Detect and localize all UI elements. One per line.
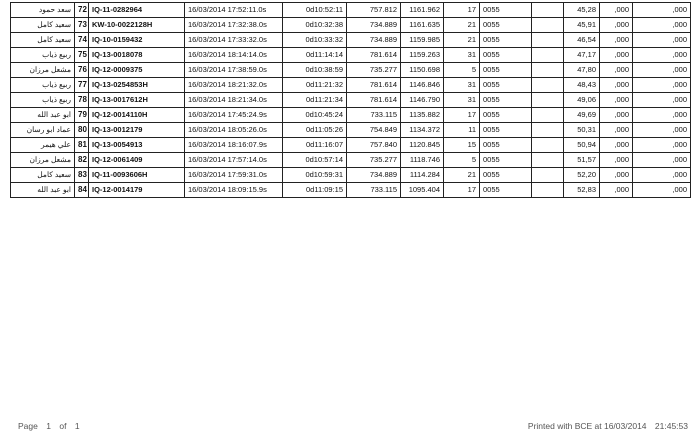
table-row <box>11 78 691 93</box>
page-current: 1 <box>46 421 51 431</box>
blank-cell <box>532 3 564 18</box>
value-cell-b: ,000 <box>633 33 691 48</box>
points-cell: 51,57 <box>564 153 600 168</box>
duration-cell: 0d10:52:11 <box>283 3 347 18</box>
distance-cell: 781.614 <box>347 93 401 108</box>
rank-cell: 77 <box>75 78 89 93</box>
points-cell: 47,80 <box>564 63 600 78</box>
arrival-time-cell: 16/03/2014 17:45:24.9s <box>185 108 283 123</box>
code-cell: 0055 <box>480 93 532 108</box>
rank-cell: 83 <box>75 168 89 183</box>
value-cell-b: ,000 <box>633 78 691 93</box>
distance-cell: 733.115 <box>347 108 401 123</box>
code-cell: 0055 <box>480 78 532 93</box>
speed-cell: 1134.372 <box>401 123 444 138</box>
duration-cell: 0d11:05:26 <box>283 123 347 138</box>
driver-name-cell: ربيع ذياب <box>11 78 75 93</box>
speed-cell: 1161.635 <box>401 18 444 33</box>
count-cell: 17 <box>444 183 480 198</box>
printed-time: 21:45:53 <box>654 421 688 431</box>
value-cell-a: ,000 <box>600 33 633 48</box>
points-cell: 49,06 <box>564 93 600 108</box>
printed-info <box>528 421 688 431</box>
code-cell: 0055 <box>480 168 532 183</box>
blank-cell <box>532 78 564 93</box>
driver-name-cell: سعيد كامل <box>11 168 75 183</box>
count-cell: 17 <box>444 108 480 123</box>
code-cell: 0055 <box>480 63 532 78</box>
distance-cell: 757.840 <box>347 138 401 153</box>
duration-cell: 0d11:14:14 <box>283 48 347 63</box>
rank-cell: 80 <box>75 123 89 138</box>
code-cell: 0055 <box>480 3 532 18</box>
table-row <box>11 168 691 183</box>
ring-id-cell: IQ-10-0159432 <box>89 33 185 48</box>
table-row <box>11 63 691 78</box>
distance-cell: 735.277 <box>347 63 401 78</box>
duration-cell: 0d11:21:32 <box>283 78 347 93</box>
speed-cell: 1114.284 <box>401 168 444 183</box>
duration-cell: 0d11:21:34 <box>283 93 347 108</box>
driver-name-cell: مشعل مرزان <box>11 63 75 78</box>
speed-cell: 1150.698 <box>401 63 444 78</box>
driver-name-cell: ربيع ذياب <box>11 93 75 108</box>
count-cell: 11 <box>444 123 480 138</box>
blank-cell <box>532 18 564 33</box>
count-cell: 31 <box>444 93 480 108</box>
table-row <box>11 183 691 198</box>
rank-cell: 81 <box>75 138 89 153</box>
count-cell: 5 <box>444 153 480 168</box>
blank-cell <box>532 33 564 48</box>
duration-cell: 0d11:16:07 <box>283 138 347 153</box>
blank-cell <box>532 123 564 138</box>
code-cell: 0055 <box>480 183 532 198</box>
code-cell: 0055 <box>480 108 532 123</box>
speed-cell: 1161.962 <box>401 3 444 18</box>
blank-cell <box>532 153 564 168</box>
count-cell: 21 <box>444 33 480 48</box>
duration-cell: 0d10:57:14 <box>283 153 347 168</box>
value-cell-a: ,000 <box>600 78 633 93</box>
arrival-time-cell: 16/03/2014 18:05:26.0s <box>185 123 283 138</box>
distance-cell: 781.614 <box>347 48 401 63</box>
ring-id-cell: IQ-13-0254853H <box>89 78 185 93</box>
code-cell: 0055 <box>480 48 532 63</box>
points-cell: 48,43 <box>564 78 600 93</box>
driver-name-cell: علي هيمر <box>11 138 75 153</box>
driver-name-cell: ابو عبد الله <box>11 183 75 198</box>
code-cell: 0055 <box>480 153 532 168</box>
count-cell: 17 <box>444 3 480 18</box>
value-cell-b: ,000 <box>633 18 691 33</box>
points-cell: 47,17 <box>564 48 600 63</box>
arrival-time-cell: 16/03/2014 17:59:31.0s <box>185 168 283 183</box>
arrival-time-cell: 16/03/2014 18:14:14.0s <box>185 48 283 63</box>
results-sheet <box>10 2 690 198</box>
arrival-time-cell: 16/03/2014 17:33:32.0s <box>185 33 283 48</box>
value-cell-b: ,000 <box>633 93 691 108</box>
count-cell: 21 <box>444 18 480 33</box>
rank-cell: 73 <box>75 18 89 33</box>
driver-name-cell: سعيد كامل <box>11 33 75 48</box>
ring-id-cell: IQ-13-0012179 <box>89 123 185 138</box>
table-row <box>11 153 691 168</box>
table-row <box>11 138 691 153</box>
arrival-time-cell: 16/03/2014 18:21:32.0s <box>185 78 283 93</box>
driver-name-cell: عماد ابو رسان <box>11 123 75 138</box>
arrival-time-cell: 16/03/2014 17:32:38.0s <box>185 18 283 33</box>
count-cell: 31 <box>444 78 480 93</box>
arrival-time-cell: 16/03/2014 17:38:59.0s <box>185 63 283 78</box>
page-indicator <box>18 421 80 431</box>
rank-cell: 84 <box>75 183 89 198</box>
printed-text: Printed with BCE at 16/03/2014 <box>527 421 647 431</box>
count-cell: 5 <box>444 63 480 78</box>
points-cell: 50,31 <box>564 123 600 138</box>
ring-id-cell: KW-10-0022128H <box>89 18 185 33</box>
points-cell: 45,91 <box>564 18 600 33</box>
value-cell-b: ,000 <box>633 3 691 18</box>
ring-id-cell: IQ-11-0093606H <box>89 168 185 183</box>
distance-cell: 734.889 <box>347 168 401 183</box>
ring-id-cell: IQ-12-0014179 <box>89 183 185 198</box>
points-cell: 50,94 <box>564 138 600 153</box>
code-cell: 0055 <box>480 123 532 138</box>
rank-cell: 76 <box>75 63 89 78</box>
duration-cell: 0d10:33:32 <box>283 33 347 48</box>
rank-cell: 75 <box>75 48 89 63</box>
points-cell: 52,20 <box>564 168 600 183</box>
table-row <box>11 123 691 138</box>
value-cell-a: ,000 <box>600 3 633 18</box>
arrival-time-cell: 16/03/2014 18:21:34.0s <box>185 93 283 108</box>
rank-cell: 78 <box>75 93 89 108</box>
value-cell-a: ,000 <box>600 18 633 33</box>
value-cell-b: ,000 <box>633 138 691 153</box>
ring-id-cell: IQ-13-0018078 <box>89 48 185 63</box>
rank-cell: 72 <box>75 3 89 18</box>
value-cell-b: ,000 <box>633 48 691 63</box>
distance-cell: 733.115 <box>347 183 401 198</box>
distance-cell: 781.614 <box>347 78 401 93</box>
table-row <box>11 33 691 48</box>
distance-cell: 735.277 <box>347 153 401 168</box>
value-cell-a: ,000 <box>600 93 633 108</box>
count-cell: 31 <box>444 48 480 63</box>
duration-cell: 0d10:38:59 <box>283 63 347 78</box>
blank-cell <box>532 63 564 78</box>
count-cell: 15 <box>444 138 480 153</box>
duration-cell: 0d10:32:38 <box>283 18 347 33</box>
ring-id-cell: IQ-12-0061409 <box>89 153 185 168</box>
table-row <box>11 18 691 33</box>
points-cell: 49,69 <box>564 108 600 123</box>
points-cell: 45,28 <box>564 3 600 18</box>
value-cell-a: ,000 <box>600 48 633 63</box>
value-cell-b: ,000 <box>633 108 691 123</box>
count-cell: 21 <box>444 168 480 183</box>
value-cell-b: ,000 <box>633 168 691 183</box>
arrival-time-cell: 16/03/2014 17:57:14.0s <box>185 153 283 168</box>
driver-name-cell: مشعل مرزان <box>11 153 75 168</box>
ring-id-cell: IQ-13-0017612H <box>89 93 185 108</box>
code-cell: 0055 <box>480 138 532 153</box>
value-cell-b: ,000 <box>633 63 691 78</box>
distance-cell: 734.889 <box>347 33 401 48</box>
duration-cell: 0d10:45:24 <box>283 108 347 123</box>
speed-cell: 1146.790 <box>401 93 444 108</box>
table-row <box>11 3 691 18</box>
value-cell-a: ,000 <box>600 183 633 198</box>
speed-cell: 1095.404 <box>401 183 444 198</box>
value-cell-b: ,000 <box>633 183 691 198</box>
value-cell-a: ,000 <box>600 63 633 78</box>
blank-cell <box>532 93 564 108</box>
rank-cell: 82 <box>75 153 89 168</box>
code-cell: 0055 <box>480 33 532 48</box>
value-cell-b: ,000 <box>633 153 691 168</box>
distance-cell: 734.889 <box>347 18 401 33</box>
blank-cell <box>532 108 564 123</box>
driver-name-cell: ابو عبد الله <box>11 108 75 123</box>
ring-id-cell: IQ-12-0009375 <box>89 63 185 78</box>
speed-cell: 1146.846 <box>401 78 444 93</box>
points-cell: 46,54 <box>564 33 600 48</box>
value-cell-a: ,000 <box>600 153 633 168</box>
blank-cell <box>532 183 564 198</box>
value-cell-a: ,000 <box>600 123 633 138</box>
value-cell-a: ,000 <box>600 108 633 123</box>
value-cell-b: ,000 <box>633 123 691 138</box>
table-row <box>11 93 691 108</box>
ring-id-cell: IQ-12-0014110H <box>89 108 185 123</box>
page-total: 1 <box>74 421 80 431</box>
blank-cell <box>532 48 564 63</box>
speed-cell: 1159.263 <box>401 48 444 63</box>
page-label: Page <box>18 421 38 431</box>
duration-cell: 0d10:59:31 <box>283 168 347 183</box>
arrival-time-cell: 16/03/2014 18:16:07.9s <box>185 138 283 153</box>
blank-cell <box>532 138 564 153</box>
results-table <box>10 2 691 198</box>
driver-name-cell: سعد حمود <box>11 3 75 18</box>
driver-name-cell: ربيع ذياب <box>11 48 75 63</box>
speed-cell: 1120.845 <box>401 138 444 153</box>
driver-name-cell: سعيد كامل <box>11 18 75 33</box>
arrival-time-cell: 16/03/2014 17:52:11.0s <box>185 3 283 18</box>
value-cell-a: ,000 <box>600 138 633 153</box>
value-cell-a: ,000 <box>600 168 633 183</box>
table-row <box>11 48 691 63</box>
points-cell: 52,83 <box>564 183 600 198</box>
arrival-time-cell: 16/03/2014 18:09:15.9s <box>185 183 283 198</box>
speed-cell: 1135.882 <box>401 108 444 123</box>
speed-cell: 1159.985 <box>401 33 444 48</box>
code-cell: 0055 <box>480 18 532 33</box>
blank-cell <box>532 168 564 183</box>
speed-cell: 1118.746 <box>401 153 444 168</box>
page-of: of <box>59 421 67 431</box>
ring-id-cell: IQ-13-0054913 <box>89 138 185 153</box>
table-body <box>11 3 691 198</box>
rank-cell: 79 <box>75 108 89 123</box>
duration-cell: 0d11:09:15 <box>283 183 347 198</box>
table-row <box>11 108 691 123</box>
ring-id-cell: IQ-11-0282964 <box>89 3 185 18</box>
distance-cell: 757.812 <box>347 3 401 18</box>
rank-cell: 74 <box>75 33 89 48</box>
distance-cell: 754.849 <box>347 123 401 138</box>
